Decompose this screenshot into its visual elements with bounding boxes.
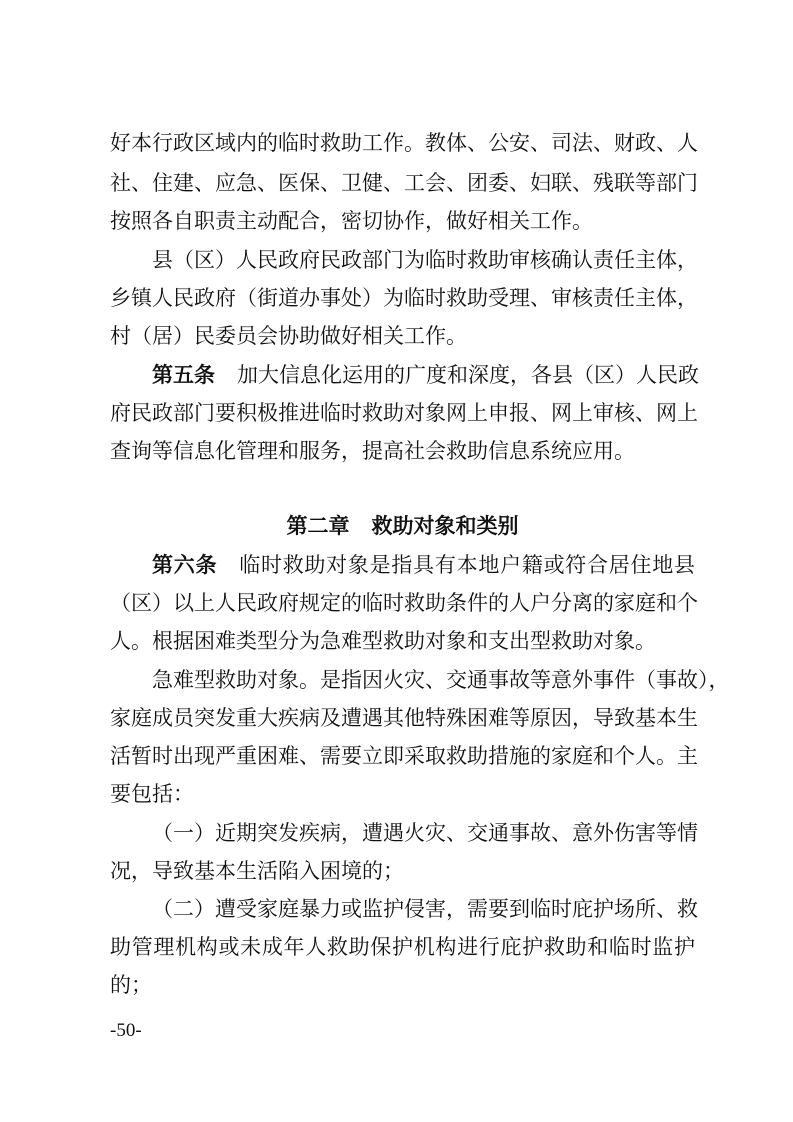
list-item-line: 助管理机构或未成年人救助保护机构进行庇护救助和临时监护: [110, 935, 695, 959]
paragraph-line: 社、住建、应急、医保、卫健、工会、团委、妇联、残联等部门: [110, 171, 698, 195]
list-item-line: （一）近期突发疾病，遭遇火灾、交通事故、意外伤害等情: [152, 821, 698, 845]
paragraph-line: 家庭成员突发重大疾病及遭遇其他特殊困难等原因，导致基本生: [110, 706, 698, 730]
paragraph-line: 按照各自职责主动配合，密切协作，做好相关工作。: [110, 209, 593, 233]
paragraph-line: 要包括：: [110, 782, 194, 806]
list-item-line: 况，导致基本生活陷入困境的；: [110, 859, 404, 883]
paragraph-line: 府民政部门要积极推进临时救助对象网上申报、网上审核、网上: [110, 401, 698, 425]
paragraph-line: 县（区）人民政府民政部门为临时救助审核确认责任主体，: [152, 248, 698, 272]
article-5-label: 第五条: [152, 363, 215, 387]
list-item-line: 的；: [110, 973, 152, 997]
paragraph-line: 活暂时出现严重困难、需要立即采取救助措施的家庭和个人。主: [110, 744, 698, 768]
paragraph-line: 好本行政区域内的临时救助工作。教体、公安、司法、财政、人: [110, 131, 698, 155]
chapter-title: 救助对象和类别: [371, 514, 519, 538]
article-6-first-line: [152, 550, 695, 580]
paragraph-line: 急难型救助对象。是指因火灾、交通事故等意外事件（事故），: [152, 668, 730, 692]
paragraph-line: 乡镇人民政府（街道办事处）为临时救助受理、审核责任主体，: [110, 286, 698, 310]
article-5-first-line: [152, 360, 699, 390]
paragraph-line: 查询等信息化管理和服务，提高社会救助信息系统应用。: [110, 439, 635, 463]
chapter-number: 第二章: [286, 514, 350, 538]
chapter-heading: [110, 511, 695, 541]
article-6-label: 第六条: [152, 553, 218, 577]
paragraph-line: 临时救助对象是指具有本地户籍或符合居住地县: [239, 553, 695, 577]
paragraph-line: （区）以上人民政府规定的临时救助条件的人户分离的家庭和个: [110, 591, 698, 615]
paragraph-line: 村（居）民委员会协助做好相关工作。: [110, 324, 467, 348]
paragraph-line: 人。根据困难类型分为急难型救助对象和支出型救助对象。: [110, 629, 656, 653]
paragraph-line: 加大信息化运用的广度和深度，各县（区）人民政: [237, 363, 699, 387]
page-number: -50-: [110, 1020, 142, 1041]
list-item-line: （二）遭受家庭暴力或监护侵害，需要到临时庇护场所、救: [152, 897, 698, 921]
